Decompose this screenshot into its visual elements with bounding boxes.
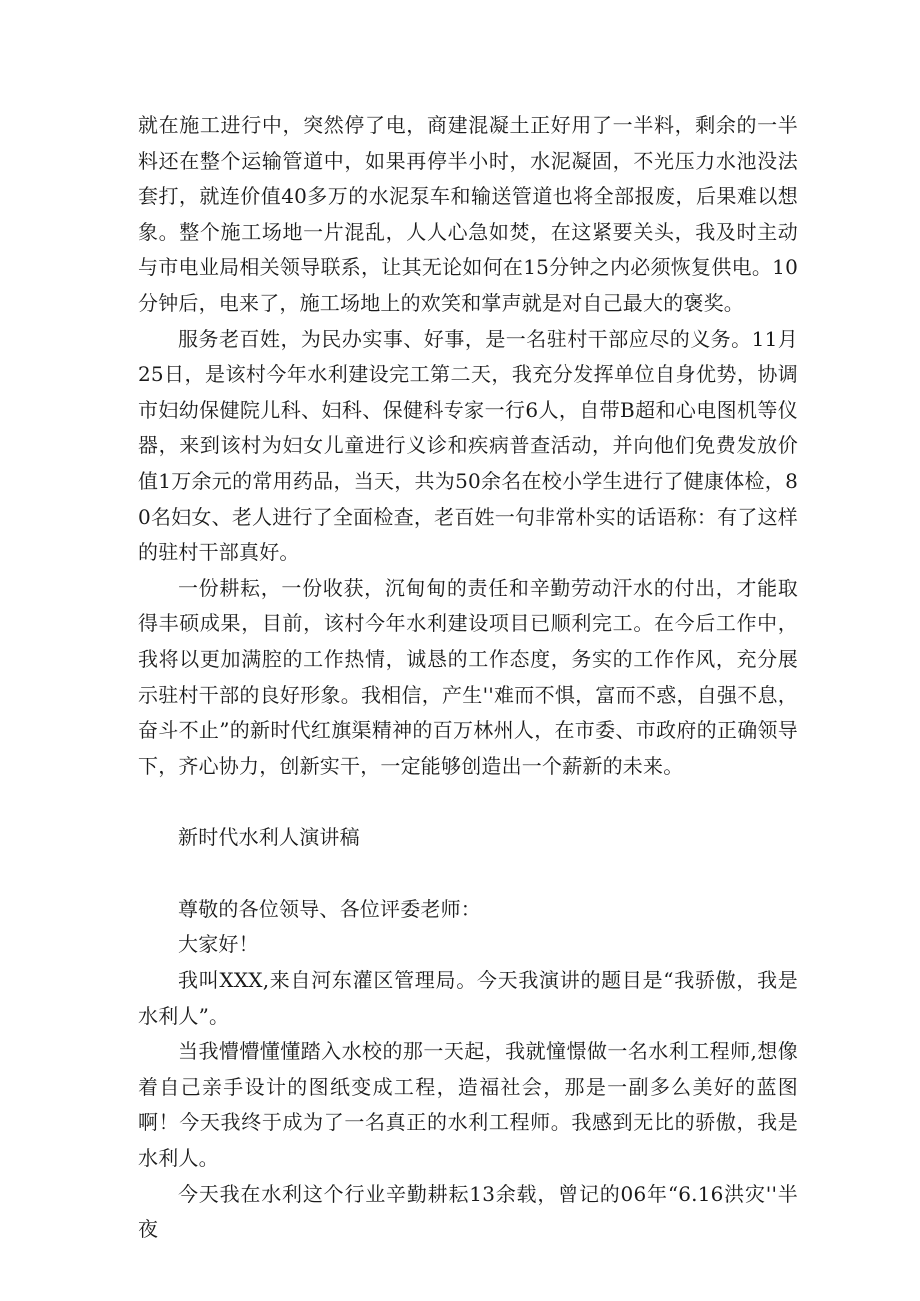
document-body <box>138 108 798 1248</box>
paragraph-harvest: 一份耕耘，一份收获，沉甸甸的责任和辛勤劳动汗水的付出，才能取得丰硕成果，目前，该村今年水利建设项目已顺利完工。在今后工作中，我将以更加满腔的工作热情，诚恳的工作态度，务实的工作作风，充分展示驻村干部的良好形象。我相信，产生''难而不惧，富而不惑，自强不息，奋斗不止”的新时代红旗渠精神的百万林州人，在市委、市政府的正确领导下，齐心协力，创新实干，一定能够创造出一个薪新的未来。 <box>138 575 798 778</box>
salutation: 尊敬的各位领导、各位评委老师： <box>178 896 481 921</box>
greeting: 大家好！ <box>178 932 259 957</box>
paragraph-dream: 当我懵懵懂懂踏入水校的那一天起，我就憧憬做一名水利工程师,想像着自己亲手设计的图纸变成工程，造福社会，那是一副多么美好的蓝图啊！今天我终于成为了一名真正的水利工程师。我感到无比的骄傲，我是水利人。 <box>138 1039 798 1171</box>
paragraph-flood-memory: 今天我在水利这个行业辛勤耕耘13余载，曾记的06年“6.16洪灾''半夜 <box>138 1181 798 1242</box>
paragraph-power-outage: 就在施工进行中，突然停了电，商建混凝土正好用了一半料，剩余的一半料还在整个运输管道中，如果再停半小时，水泥凝固，不光压力水池没法套打，就连价值40多万的水泥泵车和输送管道也将全部报废，后果难以想象。整个施工场地一片混乱，人人心急如焚，在这紧要关头，我及时主动与市电业局相关领导联系，让其无论如何在15分钟之内必须恢复供电。10分钟后，电来了，施工场地上的欢笑和掌声就是对自己最大的褒奖。 <box>138 113 798 315</box>
paragraph-serving-villagers: 服务老百姓，为民办实事、好事，是一名驻村干部应尽的义务。11月25日，是该村今年水利建设完工第二天，我充分发挥单位自身优势，协调市妇幼保健院儿科、妇科、保健科专家一行6人，自带B超和心电图机等仪器，来到该村为妇女儿童进行义诊和疾病普查活动，并向他们免费发放价值1万余元的常用药品，当天，共为50余名在校小学生进行了健康体检，80名妇女、老人进行了全面检查，老百姓一句非常朴实的话语称：有了这样的驻村干部真好。 <box>138 326 798 565</box>
speech-title: 新时代水利人演讲稿 <box>178 825 360 850</box>
section-gap <box>138 856 798 892</box>
paragraph-introduction: 我叫XXX,来自河东灌区管理局。今天我演讲的题目是“我骄傲，我是水利人”。 <box>138 968 798 1028</box>
